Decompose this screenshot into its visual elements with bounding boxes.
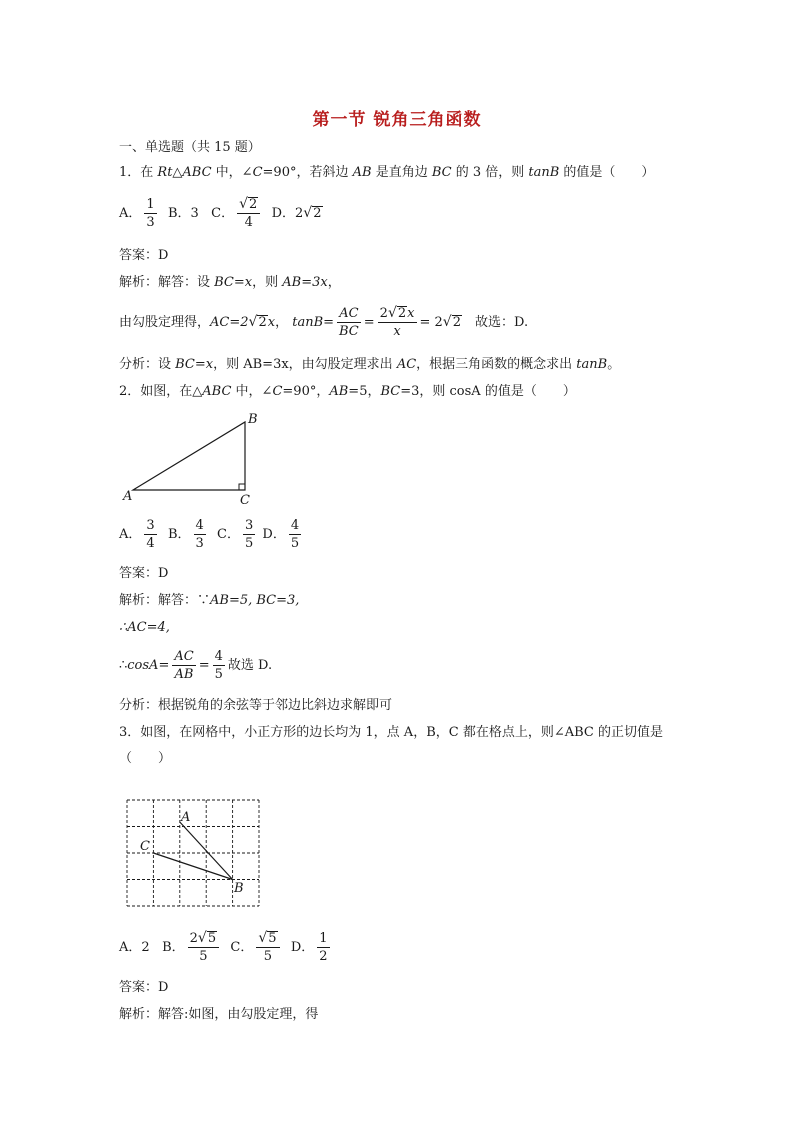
label-b: B [234, 881, 244, 896]
q1-option-c: C． $\frac{√2}{4}$ [211, 206, 263, 221]
label-c: C [140, 839, 150, 854]
q2-option-c: C． $\frac{3}{5}$ [217, 518, 254, 551]
label-a: A [181, 810, 191, 825]
q1-explanation: 解析：解答：设 BC=x，则 AB=3x， [119, 275, 341, 290]
label-c: C [240, 493, 250, 508]
section-heading: 一、单选题（共 15 题） [119, 140, 261, 155]
q2-analysis: 分析：根据锐角的余弦等于邻边比斜边求解即可 [119, 698, 393, 713]
q2-triangle-figure [118, 408, 268, 508]
q3-explanation: 解析：解答:如图，由勾股定理，得 [119, 1007, 319, 1022]
page-title: 第一节 锐角三角函数 [312, 110, 482, 130]
q2-answer: 答案：D [119, 566, 169, 581]
q1-option-d: D．2√2 [271, 205, 322, 221]
q2-stem: 2．如图，在△ABC 中，∠C=90°，AB=5，BC=3，则 cosA 的值是（ ） [119, 384, 576, 399]
q3-option-d: D． $\frac{1}{2}$ [290, 931, 328, 964]
q2-triangle [133, 422, 245, 490]
q1-stem: 1．在 Rt△ABC 中，∠C=90°，若斜边 AB 是直角边 BC 的 3 倍，则 tanB 的值是（ ） [119, 165, 655, 180]
q3-stem: 3．如图，在网格中，小正方形的边长均为 1，点 A，B，C 都在格点上，则∠ABC 的正切值是 [119, 725, 663, 740]
q3-option-a: A．2 [119, 940, 150, 955]
q3-answer: 答案：D [119, 980, 169, 995]
q3-grid-figure [125, 798, 265, 910]
q2-solution-step: ∴cosA= $\frac{AC}{AB}$ = $\frac{4}{5}$ 故选 D. [119, 649, 273, 682]
q3-option-b: B． $\frac{2√5}{5}$ [162, 940, 222, 955]
q2-explanation: 解析：解答：∵AB=5, BC=3, [119, 593, 300, 608]
q3-answer-paren: （ ） [119, 751, 172, 766]
q1-answer: 答案：D [119, 248, 169, 263]
q2-option-b: B． $\frac{4}{3}$ [167, 518, 204, 551]
q1-options [119, 196, 323, 231]
q2-options [119, 517, 304, 552]
right-angle-mark [239, 484, 245, 490]
q1-option-a: A． $\frac{1}{3}$ [119, 197, 155, 230]
q3-options [119, 930, 333, 965]
q1-analysis: 分析：设 BC=x，则 AB=3x，由勾股定理求出 AC，根据三角函数的概念求出 tanB。 [119, 357, 621, 372]
label-a: A [123, 489, 133, 504]
q1-solution-step: 由勾股定理得，AC=2√2x， tanB= $\frac{AC}{BC}$ = $\frac{2√2x}{x}$ = 2√2 故选：D. [119, 305, 529, 339]
q1-option-b: B．3 [167, 206, 199, 221]
q2-step-ac: ∴AC=4, [119, 620, 170, 635]
q2-option-a: A． $\frac{3}{4}$ [119, 518, 155, 551]
q3-option-c: C． $\frac{√5}{5}$ [230, 940, 282, 955]
label-b: B [248, 412, 258, 427]
q2-option-d: D． $\frac{4}{5}$ [262, 518, 300, 551]
